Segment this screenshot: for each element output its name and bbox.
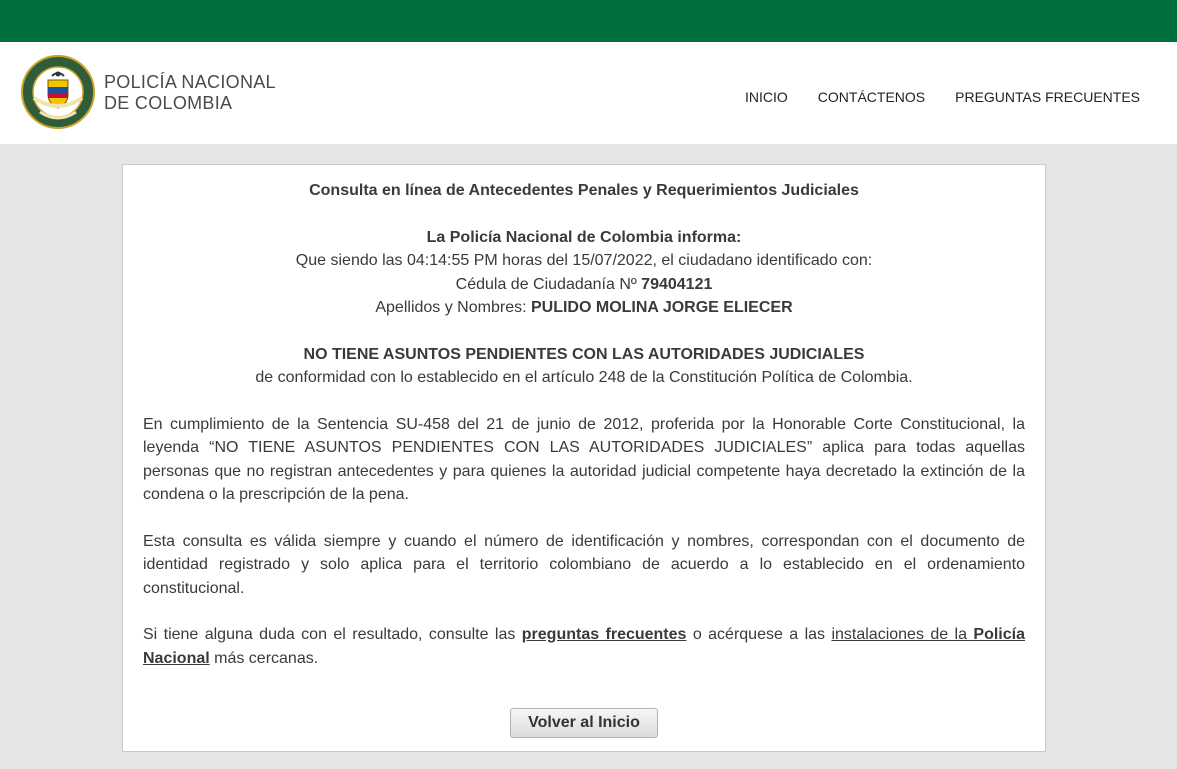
main-nav [715,89,1140,105]
card-title: Consulta en línea de Antecedentes Penales y Requerimientos Judiciales [309,182,859,199]
policia-nacional-shield-icon[interactable] [20,54,96,130]
nav-inicio[interactable]: INICIO [745,89,788,105]
status-heading: NO TIENE ASUNTOS PENDIENTES CON LAS AUTORIDADES JUDICIALES [303,345,865,363]
citizen-info [143,226,1025,320]
nav-contactenos[interactable]: CONTÁCTENOS [817,89,926,105]
faq-link[interactable]: preguntas frecuentes [521,626,687,643]
sentence-paragraph: En cumplimiento de la Sentencia SU-458 del 21 de junio de 2012, proferida por la Honorable Corte Constitucional, la leyenda “NO TIENE ASUNTOS PENDIENTES CON LAS AUTORIDADES JUDICIALES” aplica para todas aquellas personas que no registran antecedentes y para quienes la autoridad judicial competente haya decretado la extinción de la condena o la prescripción de la pena. [143,415,1025,503]
top-green-bar [0,0,1177,42]
names-value: PULIDO MOLINA JORGE ELIECER [530,299,793,316]
cedula-line [143,273,1025,297]
names-line [143,296,1025,320]
facilities-link-text: instalaciones de la [831,626,974,643]
help-text-2: o acérquese a las [686,626,832,643]
query-time-line: Que siendo las 04:14:55 PM horas del 15/07/2022, el ciudadano identificado con: [295,252,873,269]
facilities-link-bold: Policía Nacional [143,626,1025,667]
help-text-1: Si tiene alguna duda con el resultado, consulte las [143,626,522,643]
validity-paragraph: Esta consulta es válida siempre y cuando el número de identificación y nombres, correspondan con el documento de identidad registrado y solo aplica para el territorio colombiano de acuerdo a lo establecido en el ordenamiento constitucional. [143,532,1025,597]
result-card [122,164,1046,752]
names-label: Apellidos y Nombres: [375,299,531,316]
help-paragraph [143,623,1025,670]
brand-name [104,72,276,114]
nav-preguntas-frecuentes[interactable]: PREGUNTAS FRECUENTES [955,89,1140,105]
cedula-number: 79404121 [641,275,713,293]
cedula-label: Cédula de Ciudadanía Nº [455,275,642,293]
brand-line-2: DE COLOMBIA [104,93,233,113]
site-header [0,42,1177,144]
button-row [123,708,1045,738]
help-text-3: más cercanas. [209,649,319,667]
informa-heading: La Policía Nacional de Colombia informa: [426,228,742,246]
back-to-home-button[interactable]: Volver al Inicio [510,708,658,738]
brand-line-1: POLICÍA NACIONAL [104,72,276,92]
status-subtext: de conformidad con lo establecido en el artículo 248 de la Constitución Política de Colombia. [255,369,913,386]
status-section [143,343,1025,390]
